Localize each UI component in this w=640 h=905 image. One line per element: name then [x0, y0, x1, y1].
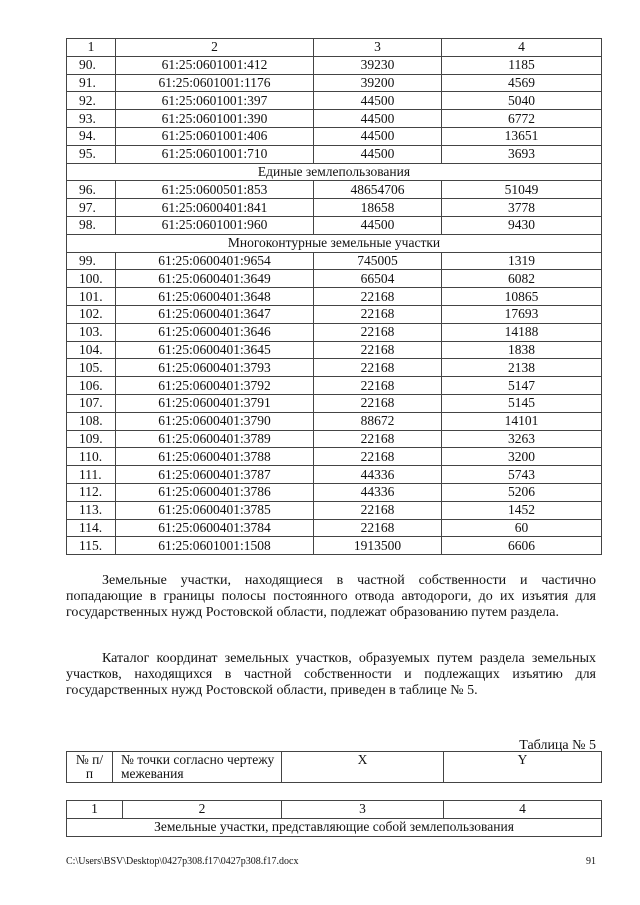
area-part: 13651 [442, 127, 602, 145]
area: 44500 [314, 92, 442, 110]
area: 22168 [314, 448, 442, 466]
table-row [67, 270, 602, 288]
cadastral-number: 61:25:0601001:710 [116, 145, 314, 163]
cadastral-number: 61:25:0600401:3792 [116, 377, 314, 395]
area-part: 5145 [442, 394, 602, 412]
cadastral-number: 2 [116, 39, 314, 57]
cadastral-number: 61:25:0600401:3787 [116, 466, 314, 484]
row-number: 92. [67, 92, 116, 110]
cadastral-number: 61:25:0600401:3790 [116, 412, 314, 430]
area: 22168 [314, 519, 442, 537]
table5-body [66, 800, 602, 837]
cadastral-number: 61:25:0600401:3645 [116, 341, 314, 359]
row-number: 93. [67, 110, 116, 128]
table-row [67, 359, 602, 377]
cadastral-number: 61:25:0600401:3648 [116, 288, 314, 306]
row-number: 114. [67, 519, 116, 537]
area: 3 [314, 39, 442, 57]
table-row [67, 448, 602, 466]
area-part: 4569 [442, 74, 602, 92]
area-part: 4 [442, 39, 602, 57]
cadastral-number: 61:25:0601001:390 [116, 110, 314, 128]
cadastral-number: 61:25:0600401:3649 [116, 270, 314, 288]
cadastral-number: 61:25:0600401:3786 [116, 483, 314, 501]
footer-file-path: C:\Users\BSV\Desktop\0427p308.f17\0427p308.f17.docx [66, 856, 299, 867]
table-row [67, 127, 602, 145]
area-part: 5206 [442, 483, 602, 501]
row-number: 102. [67, 305, 116, 323]
col-number: 1 [67, 801, 123, 819]
row-number: 109. [67, 430, 116, 448]
area: 44500 [314, 145, 442, 163]
table-row [67, 199, 602, 217]
table-row [67, 110, 602, 128]
cadastral-number: 61:25:0600501:853 [116, 181, 314, 199]
row-number: 107. [67, 394, 116, 412]
header-x: X [282, 752, 444, 783]
row-number: 115. [67, 537, 116, 555]
header-index: № п/п [67, 752, 113, 783]
area-part: 5147 [442, 377, 602, 395]
area: 745005 [314, 252, 442, 270]
area: 22168 [314, 501, 442, 519]
area: 88672 [314, 412, 442, 430]
area-part: 5743 [442, 466, 602, 484]
section-heading: Единые землепользования [67, 163, 602, 181]
row-number: 98. [67, 216, 116, 234]
area: 44500 [314, 216, 442, 234]
area: 22168 [314, 377, 442, 395]
cadastral-number: 61:25:0600401:3647 [116, 305, 314, 323]
table-row [67, 56, 602, 74]
cadastral-number: 61:25:0601001:397 [116, 92, 314, 110]
area: 22168 [314, 359, 442, 377]
area-part: 60 [442, 519, 602, 537]
area-part: 1185 [442, 56, 602, 74]
row-number: 112. [67, 483, 116, 501]
area: 39230 [314, 56, 442, 74]
header-y: Y [444, 752, 602, 783]
table-row [67, 252, 602, 270]
cadastral-number: 61:25:0600401:841 [116, 199, 314, 217]
area-part: 1452 [442, 501, 602, 519]
area: 44500 [314, 127, 442, 145]
area: 39200 [314, 74, 442, 92]
table-row [67, 145, 602, 163]
area: 22168 [314, 430, 442, 448]
cadastral-number: 61:25:0600401:3789 [116, 430, 314, 448]
row-number: 108. [67, 412, 116, 430]
area: 1913500 [314, 537, 442, 555]
area: 18658 [314, 199, 442, 217]
page-number: 91 [586, 856, 596, 867]
cadastral-number: 61:25:0600401:3646 [116, 323, 314, 341]
cadastral-number: 61:25:0600401:3788 [116, 448, 314, 466]
row-number: 106. [67, 377, 116, 395]
row-number: 110. [67, 448, 116, 466]
table-row [67, 537, 602, 555]
cadastral-number: 61:25:0600401:3784 [116, 519, 314, 537]
header-row [67, 39, 602, 57]
area-part: 3778 [442, 199, 602, 217]
area: 22168 [314, 305, 442, 323]
table5-header [66, 751, 602, 783]
row-number: 95. [67, 145, 116, 163]
row-number: 105. [67, 359, 116, 377]
row-number: 1 [67, 39, 116, 57]
area: 22168 [314, 341, 442, 359]
table-row [67, 305, 602, 323]
area-part: 6606 [442, 537, 602, 555]
table-row [67, 501, 602, 519]
area-part: 3263 [442, 430, 602, 448]
table-row [67, 483, 602, 501]
area-part: 14188 [442, 323, 602, 341]
row-number: 101. [67, 288, 116, 306]
area: 44336 [314, 483, 442, 501]
area: 22168 [314, 323, 442, 341]
area-part: 5040 [442, 92, 602, 110]
table-caption: Таблица № 5 [519, 738, 596, 753]
area: 22168 [314, 394, 442, 412]
area: 48654706 [314, 181, 442, 199]
header-point: № точки согласно чертежу межевания [113, 752, 282, 783]
table-row [67, 430, 602, 448]
cadastral-number: 61:25:0601001:1508 [116, 537, 314, 555]
table-row [67, 412, 602, 430]
section-heading: Земельные участки, представляющие собой землепользования [67, 818, 602, 836]
area-part: 1838 [442, 341, 602, 359]
table-row [67, 216, 602, 234]
row-number: 97. [67, 199, 116, 217]
area: 44500 [314, 110, 442, 128]
area-part: 9430 [442, 216, 602, 234]
area-part: 3200 [442, 448, 602, 466]
paragraph-catalog: Каталог координат земельных участков, образуемых путем раздела земельных участков, находящихся в частной собственности и подлежащих изъятию для государственных нужд Ростовской области, приведен в таблице № 5. [66, 651, 596, 698]
row-number: 100. [67, 270, 116, 288]
area: 44336 [314, 466, 442, 484]
row-number: 104. [67, 341, 116, 359]
paragraph-partition: Земельные участки, находящиеся в частной собственности и частично попадающие в границы полосы постоянного отвода автодороги, до их изъятия для государственных нужд Ростовской области, подлежат образованию путем раздела. [66, 573, 596, 620]
area-part: 10865 [442, 288, 602, 306]
area-part: 17693 [442, 305, 602, 323]
cadastral-number: 61:25:0601001:406 [116, 127, 314, 145]
section-heading: Многоконтурные земельные участки [67, 234, 602, 252]
cadastral-number: 61:25:0601001:412 [116, 56, 314, 74]
table-row [67, 92, 602, 110]
area-part: 2138 [442, 359, 602, 377]
cadastral-number: 61:25:0601001:960 [116, 216, 314, 234]
table-row [67, 466, 602, 484]
row-number: 90. [67, 56, 116, 74]
row-number: 91. [67, 74, 116, 92]
table-row [67, 341, 602, 359]
row-number: 96. [67, 181, 116, 199]
area: 66504 [314, 270, 442, 288]
land-plots-table [66, 38, 602, 555]
cadastral-number: 61:25:0600401:3785 [116, 501, 314, 519]
area-part: 1319 [442, 252, 602, 270]
table-row [67, 394, 602, 412]
table-row [67, 377, 602, 395]
area-part: 14101 [442, 412, 602, 430]
area: 22168 [314, 288, 442, 306]
row-number: 113. [67, 501, 116, 519]
table-row [67, 74, 602, 92]
table-row [67, 323, 602, 341]
table-row [67, 181, 602, 199]
row-number: 111. [67, 466, 116, 484]
row-number: 99. [67, 252, 116, 270]
cadastral-number: 61:25:0600401:3791 [116, 394, 314, 412]
cadastral-number: 61:25:0600401:9654 [116, 252, 314, 270]
col-number: 2 [123, 801, 282, 819]
cadastral-number: 61:25:0600401:3793 [116, 359, 314, 377]
area-part: 51049 [442, 181, 602, 199]
col-number: 3 [282, 801, 444, 819]
area-part: 6772 [442, 110, 602, 128]
row-number: 94. [67, 127, 116, 145]
cadastral-number: 61:25:0601001:1176 [116, 74, 314, 92]
area-part: 6082 [442, 270, 602, 288]
row-number: 103. [67, 323, 116, 341]
table-row [67, 288, 602, 306]
table-row [67, 519, 602, 537]
area-part: 3693 [442, 145, 602, 163]
col-number: 4 [444, 801, 602, 819]
